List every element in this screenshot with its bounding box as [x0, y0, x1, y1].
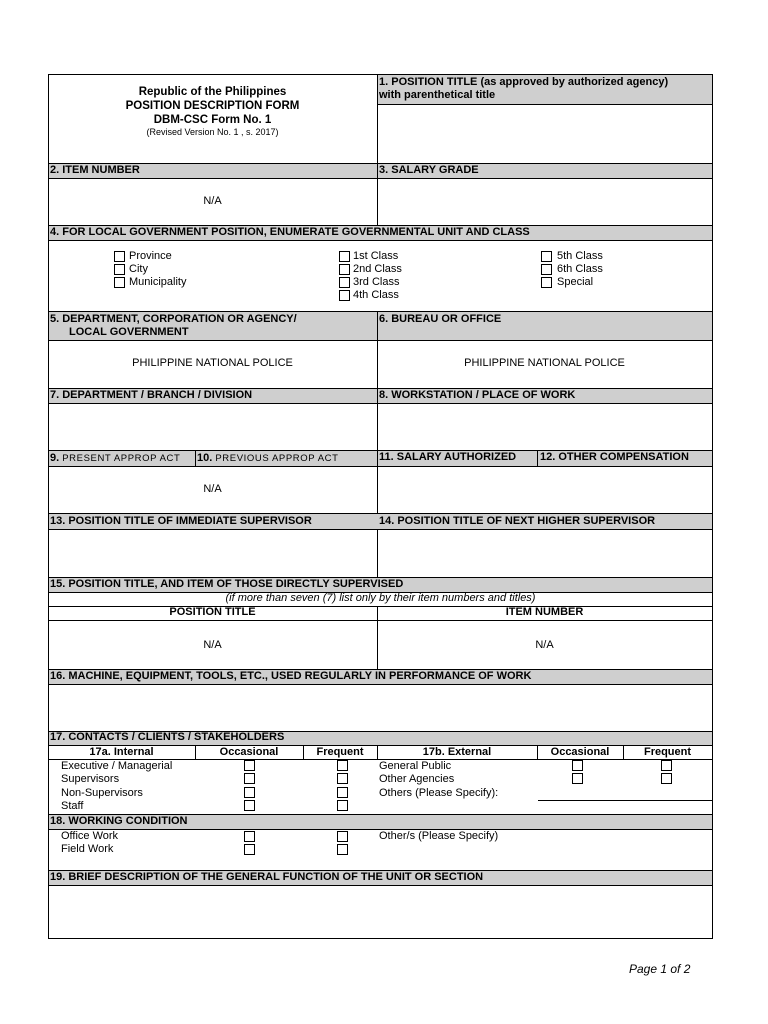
next-higher-supervisor-label: 14. POSITION TITLE OF NEXT HIGHER SUPERVISOR	[379, 515, 656, 527]
1st-class-label: 1st Class	[353, 250, 399, 262]
directly-supervised-note: (if more than seven (7) list only by their item numbers and titles)	[225, 592, 536, 604]
executive-frequent-checkbox[interactable]	[337, 760, 348, 771]
internal-supervisors-label: Supervisors	[61, 773, 120, 785]
supervisors-occasional-checkbox[interactable]	[244, 773, 255, 784]
supervised-position-title-value[interactable]: N/A	[203, 639, 222, 651]
supervised-position-title-header: POSITION TITLE	[169, 606, 256, 618]
supervised-item-number-header: ITEM NUMBER	[505, 606, 584, 618]
staff-occasional-checkbox[interactable]	[244, 800, 255, 811]
internal-staff-label: Staff	[61, 800, 84, 812]
6th-class-checkbox[interactable]	[541, 264, 552, 275]
3rd-class-checkbox[interactable]	[339, 277, 350, 288]
position-title-field[interactable]	[378, 105, 712, 163]
item-number-value[interactable]: N/A	[203, 195, 222, 207]
city-checkbox[interactable]	[114, 264, 125, 275]
internal-executive-label: Executive / Managerial	[61, 760, 173, 772]
bureau-office-value[interactable]: PHILIPPINE NATIONAL POLICE	[464, 357, 625, 369]
previous-approp-act-number: 10.	[197, 452, 213, 464]
general-function-field[interactable]	[49, 886, 712, 938]
position-title-label-2: with parenthetical title	[379, 89, 496, 101]
next-higher-supervisor-field[interactable]	[378, 530, 712, 577]
workstation-field[interactable]	[378, 404, 712, 450]
machine-equipment-label: 16. MACHINE, EQUIPMENT, TOOLS, ETC., USED REGULARLY IN PERFORMANCE OF WORK	[50, 670, 532, 682]
salary-authorized-label: 11. SALARY AUTHORIZED	[379, 451, 517, 463]
city-label: City	[129, 263, 148, 275]
present-approp-act-number: 9.	[50, 452, 60, 464]
office-work-label: Office Work	[61, 830, 119, 842]
office-work-frequent-checkbox[interactable]	[337, 831, 348, 842]
internal-occasional-header: Occasional	[219, 746, 279, 758]
external-others-label: Others (Please Specify):	[379, 787, 499, 799]
field-work-label: Field Work	[61, 843, 114, 855]
2nd-class-label: 2nd Class	[353, 263, 402, 275]
header-form-number: DBM-CSC Form No. 1	[153, 114, 272, 126]
other-agencies-frequent-checkbox[interactable]	[661, 773, 672, 784]
previous-approp-act-text: PREVIOUS APPROP ACT	[215, 453, 339, 464]
department-agency-label: 5. DEPARTMENT, CORPORATION OR AGENCY/	[50, 313, 297, 325]
working-condition-label: 18. WORKING CONDITION	[50, 815, 188, 827]
other-compensation-label: 12. OTHER COMPENSATION	[540, 451, 689, 463]
external-general-public-label: General Public	[379, 760, 452, 772]
5th-class-label: 5th Class	[557, 250, 603, 262]
immediate-supervisor-label: 13. POSITION TITLE OF IMMEDIATE SUPERVISOR	[50, 515, 312, 527]
salary-grade-label: 3. SALARY GRADE	[379, 164, 479, 176]
internal-frequent-header: Frequent	[316, 746, 364, 758]
internal-header: 17a. Internal	[89, 746, 154, 758]
present-approp-act-label	[50, 452, 180, 465]
office-work-occasional-checkbox[interactable]	[244, 831, 255, 842]
non-supervisors-occasional-checkbox[interactable]	[244, 787, 255, 798]
staff-frequent-checkbox[interactable]	[337, 800, 348, 811]
directly-supervised-label: 15. POSITION TITLE, AND ITEM OF THOSE DIRECTLY SUPERVISED	[50, 578, 404, 590]
previous-approp-act-label	[197, 452, 339, 465]
special-class-label: Special	[557, 276, 594, 288]
executive-occasional-checkbox[interactable]	[244, 760, 255, 771]
general-public-frequent-checkbox[interactable]	[661, 760, 672, 771]
external-other-agencies-label: Other Agencies	[379, 773, 455, 785]
immediate-supervisor-field[interactable]	[49, 530, 377, 577]
1st-class-checkbox[interactable]	[339, 251, 350, 262]
contacts-label: 17. CONTACTS / CLIENTS / STAKEHOLDERS	[50, 731, 285, 743]
local-government-label: 4. FOR LOCAL GOVERNMENT POSITION, ENUMERATE GOVERNMENTAL UNIT AND CLASS	[50, 226, 530, 238]
header-republic: Republic of the Philippines	[138, 86, 287, 98]
header-form-title: POSITION DESCRIPTION FORM	[125, 100, 300, 112]
bureau-office-label: 6. BUREAU OR OFFICE	[379, 313, 502, 325]
non-supervisors-frequent-checkbox[interactable]	[337, 787, 348, 798]
5th-class-checkbox[interactable]	[541, 251, 552, 262]
other-agencies-occasional-checkbox[interactable]	[572, 773, 583, 784]
4th-class-label: 4th Class	[353, 289, 399, 301]
supervisors-frequent-checkbox[interactable]	[337, 773, 348, 784]
external-header: 17b. External	[422, 746, 492, 758]
other-conditions-label: Other/s (Please Specify)	[379, 830, 499, 842]
municipality-checkbox[interactable]	[114, 277, 125, 288]
page-number: Page 1 of 2	[629, 962, 691, 976]
internal-non-supervisors-label: Non-Supervisors	[61, 787, 143, 799]
salary-grade-field[interactable]	[378, 179, 712, 225]
general-public-occasional-checkbox[interactable]	[572, 760, 583, 771]
workstation-label: 8. WORKSTATION / PLACE OF WORK	[379, 389, 576, 401]
machine-equipment-field[interactable]	[49, 685, 712, 731]
department-agency-value[interactable]: PHILIPPINE NATIONAL POLICE	[132, 357, 293, 369]
2nd-class-checkbox[interactable]	[339, 264, 350, 275]
position-title-label: 1. POSITION TITLE (as approved by authorized agency)	[379, 76, 669, 88]
4th-class-checkbox[interactable]	[339, 290, 350, 301]
general-function-label: 19. BRIEF DESCRIPTION OF THE GENERAL FUNCTION OF THE UNIT OR SECTION	[50, 871, 484, 883]
province-label: Province	[129, 250, 172, 262]
province-checkbox[interactable]	[114, 251, 125, 262]
department-agency-label-2: LOCAL GOVERNMENT	[69, 326, 189, 338]
external-frequent-header: Frequent	[643, 746, 692, 758]
field-work-frequent-checkbox[interactable]	[337, 844, 348, 855]
department-branch-field[interactable]	[49, 404, 377, 450]
approp-act-value[interactable]: N/A	[203, 483, 222, 495]
supervised-item-number-value[interactable]: N/A	[535, 639, 554, 651]
header-revision: (Revised Version No. 1 , s. 2017)	[146, 127, 279, 137]
3rd-class-label: 3rd Class	[353, 276, 400, 288]
special-class-checkbox[interactable]	[541, 277, 552, 288]
field-work-occasional-checkbox[interactable]	[244, 844, 255, 855]
municipality-label: Municipality	[129, 276, 187, 288]
item-number-label: 2. ITEM NUMBER	[50, 164, 140, 176]
present-approp-act-text: PRESENT APPROP ACT	[62, 453, 181, 464]
6th-class-label: 6th Class	[557, 263, 603, 275]
department-branch-label: 7. DEPARTMENT / BRANCH / DIVISION	[50, 389, 253, 401]
external-occasional-header: Occasional	[550, 746, 610, 758]
others-specify-field[interactable]	[538, 787, 712, 800]
